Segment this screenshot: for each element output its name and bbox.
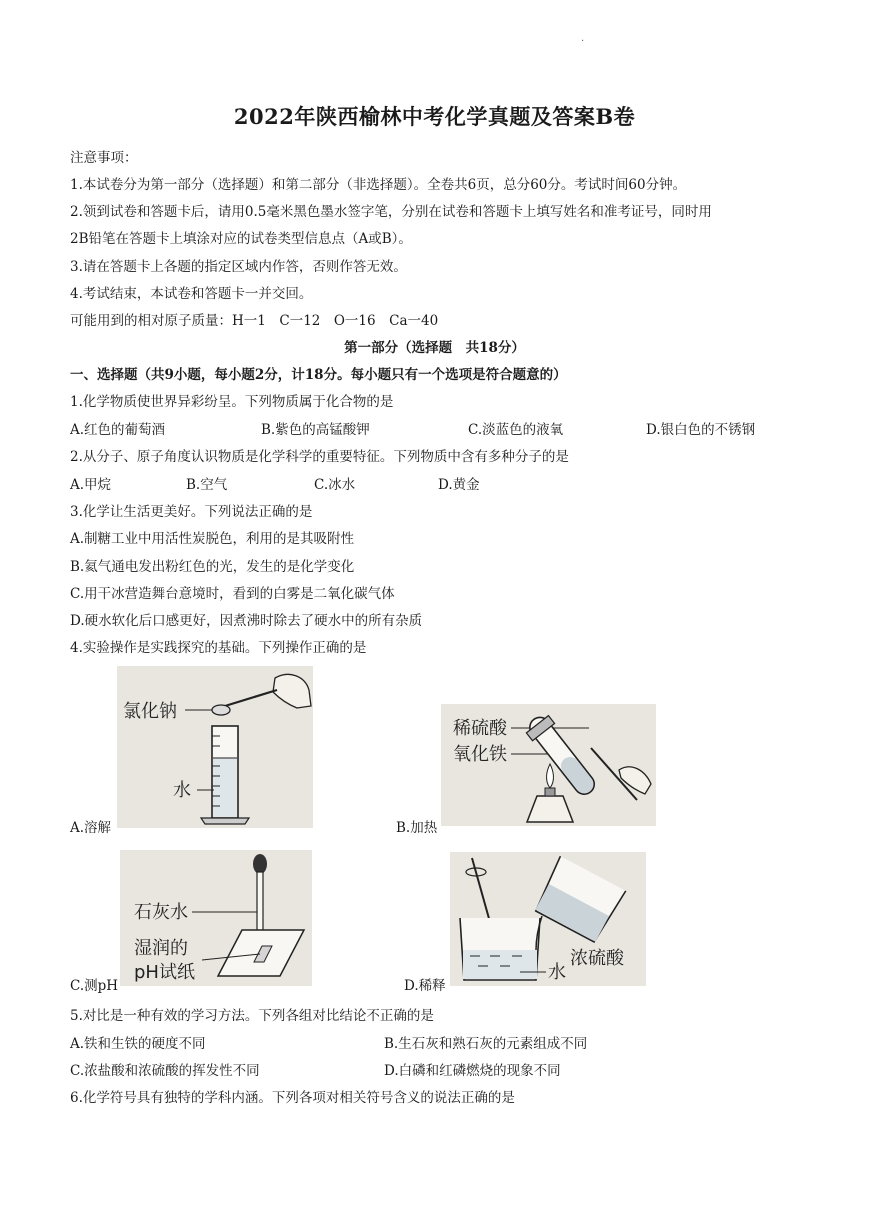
q4-stem: 4.实验操作是实践探究的基础。下列操作正确的是 (70, 640, 367, 656)
spoon-handle (225, 690, 277, 706)
figure-b-label-2: 氧化铁 (453, 744, 507, 765)
figure-c-ph-test (120, 850, 312, 986)
q5-option-a: A.铁和生铁的硬度不同 (70, 1036, 206, 1052)
q6-stem: 6.化学符号具有独特的学科内涵。下列各项对相关符号含义的说法正确的是 (70, 1090, 515, 1106)
dropper-bulb (253, 854, 267, 874)
figure-c-label-3: pH试纸 (134, 962, 195, 983)
q1-option-d: D.银白色的不锈钢 (646, 422, 756, 438)
atomic-mass-line: 可能用到的相对原子质量：H一1 C一12 O一16 Ca一40 (70, 313, 439, 329)
q2-option-d: D.黄金 (438, 477, 480, 493)
q5-option-b: B.生石灰和熟石灰的元素组成不同 (384, 1036, 588, 1052)
hand-shape (273, 674, 311, 708)
notice-item-3: 3.请在答题卡上各题的指定区域内作答，否则作答无效。 (70, 259, 407, 275)
q3-option-c: C.用干冰营造舞台意境时，看到的白雾是二氧化碳气体 (70, 586, 395, 602)
section-heading: 一、选择题（共9小题，每小题2分，计18分。每小题只有一个选项是符合题意的） (70, 367, 567, 383)
figure-d-dilute (450, 852, 646, 986)
figure-d-label-2: 浓硫酸 (570, 948, 624, 969)
notice-item-2-cont: 2B铅笔在答题卡上填涂对应的试卷类型信息点（A或B）。 (70, 231, 412, 247)
q2-stem: 2.从分子、原子角度认识物质是化学科学的重要特征。下列物质中含有多种分子的是 (70, 449, 569, 465)
q2-option-a: A.甲烷 (70, 477, 112, 493)
pouring-beaker (532, 856, 626, 944)
q4-option-b: B.加热 (396, 820, 438, 836)
q3-stem: 3.化学让生活更美好。下列说法正确的是 (70, 504, 313, 520)
q1-stem: 1.化学物质使世界异彩纷呈。下列物质属于化合物的是 (70, 394, 394, 410)
part1-title: 第一部分（选择题 共18分） (344, 340, 525, 356)
figure-a-dissolve (117, 666, 313, 828)
q1-option-b: B.紫色的高锰酸钾 (261, 422, 370, 438)
spoon-bowl (212, 705, 230, 715)
notice-item-1: 1.本试卷分为第一部分（选择题）和第二部分（非选择题）。全卷共6页，总分60分。考试时间60分钟。 (70, 177, 687, 193)
q5-option-d: D.白磷和红磷燃烧的现象不同 (384, 1063, 561, 1079)
q4-option-d: D.稀释 (404, 978, 446, 994)
notice-item-4: 4.考试结束，本试卷和答题卡一并交回。 (70, 286, 313, 302)
page-title: 2022年陕西榆林中考化学真题及答案B卷 (233, 104, 636, 129)
notice-item-2: 2.领到试卷和答题卡后，请用0.5毫米黑色墨水签字笔，分别在试卷和答题卡上填写姓名和准考证号，同时用 (70, 204, 712, 220)
figure-c-label-1: 石灰水 (134, 902, 188, 923)
alcohol-lamp (527, 796, 573, 822)
q3-option-a: A.制糖工业中用活性炭脱色，利用的是其吸附性 (70, 531, 355, 547)
test-tube (523, 711, 602, 801)
figure-b-label-1: 稀硫酸 (453, 718, 507, 739)
q2-option-c: C.冰水 (314, 477, 356, 493)
q5-option-c: C.浓盐酸和浓硫酸的挥发性不同 (70, 1063, 260, 1079)
q5-stem: 5.对比是一种有效的学习方法。下列各组对比结论不正确的是 (70, 1008, 434, 1024)
q3-option-b: B.氦气通电发出粉红色的光，发生的是化学变化 (70, 559, 355, 575)
q2-option-b: B.空气 (186, 477, 228, 493)
q3-option-d: D.硬水软化后口感更好，因煮沸时除去了硬水中的所有杂质 (70, 613, 423, 629)
q1-option-c: C.淡蓝色的液氧 (468, 422, 564, 438)
figure-a-label-2: 水 (173, 780, 191, 801)
figure-a-label-1: 氯化钠 (123, 701, 177, 722)
q4-option-c: C.测pH (70, 978, 119, 994)
figure-b-heating (441, 704, 656, 826)
hand-shape-b (619, 767, 651, 794)
q1-option-a: A.红色的葡萄酒 (70, 422, 166, 438)
figure-c-label-2: 湿润的 (134, 938, 188, 959)
notice-heading: 注意事项： (70, 150, 138, 166)
q4-option-a: A.溶解 (70, 820, 112, 836)
figure-d-label-1: 水 (548, 962, 566, 983)
flame (547, 764, 554, 788)
page-dot: · (581, 36, 585, 47)
